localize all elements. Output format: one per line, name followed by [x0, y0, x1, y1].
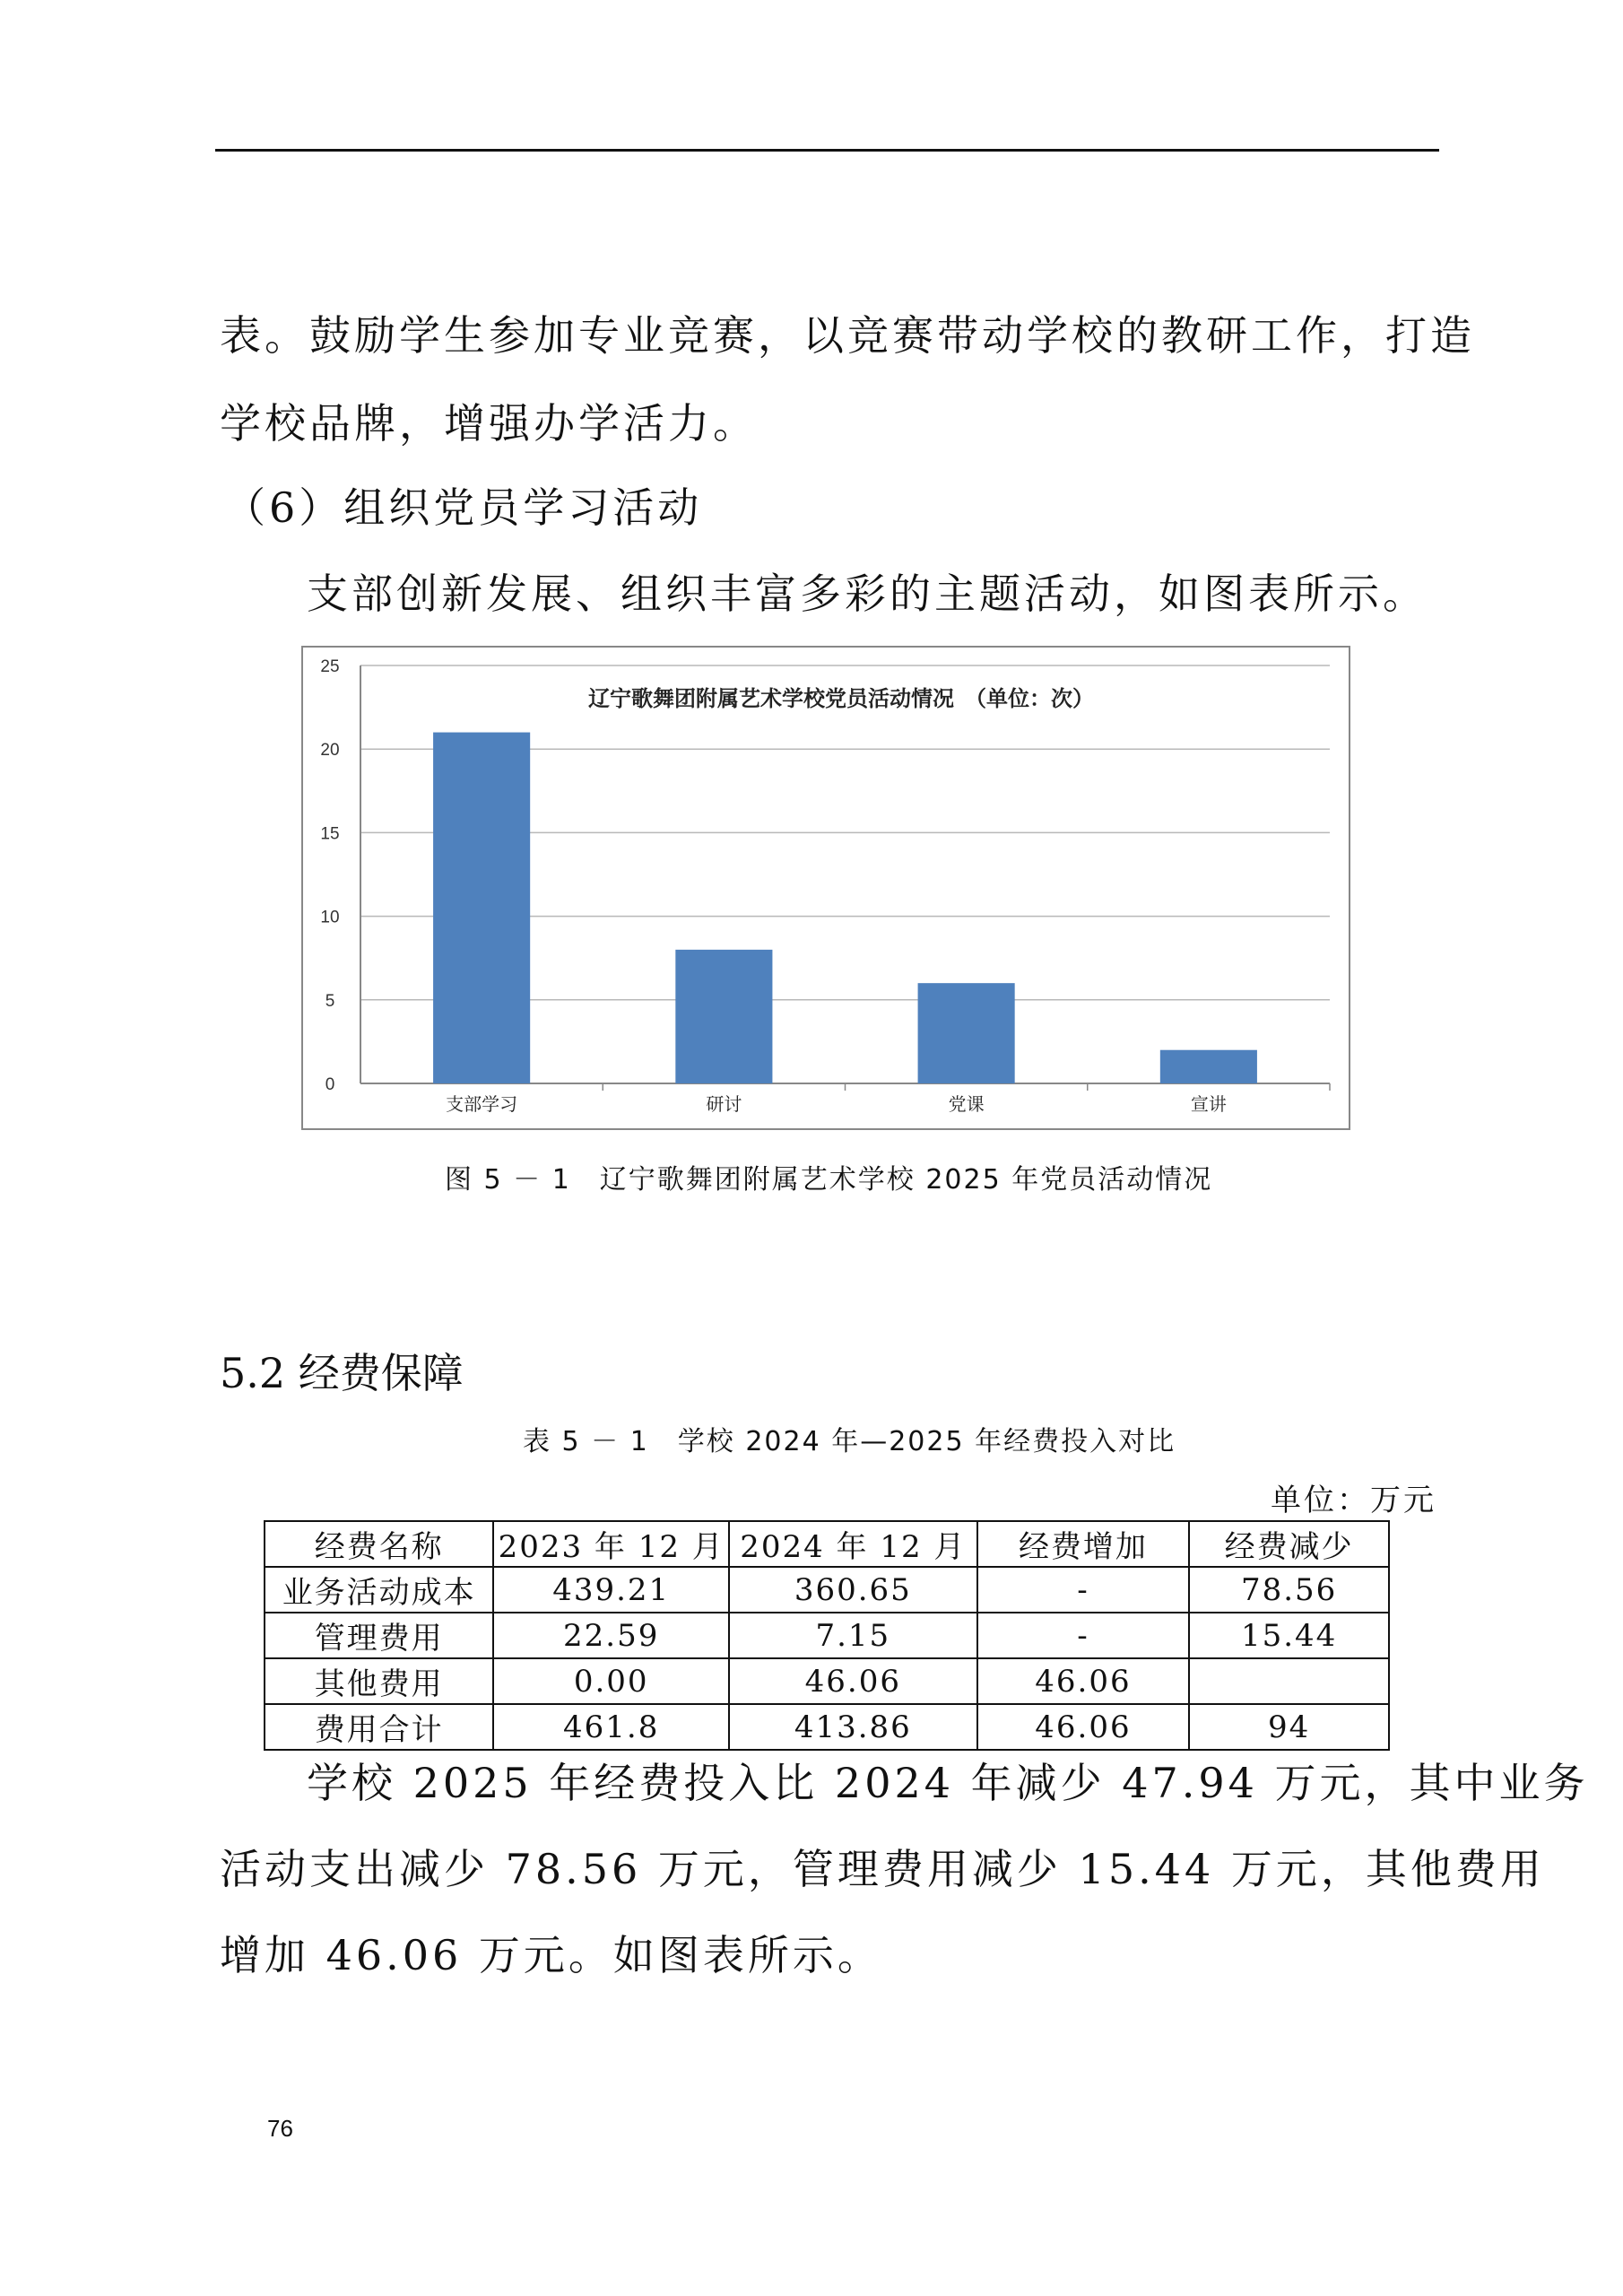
expense-table	[264, 1520, 1390, 1751]
paragraph-line: 表。鼓励学生参加专业竞赛，以竞赛带动学校的教研工作，打造	[220, 311, 1475, 360]
figure-caption: 图 5 － 1 辽宁歌舞团附属艺术学校 2025 年党员活动情况	[445, 1164, 1213, 1196]
table-cell: 7.15	[729, 1613, 977, 1658]
table-header-cell: 2023 年 12 月	[493, 1521, 729, 1567]
table-cell: 46.06	[977, 1658, 1190, 1704]
table-cell: 管理费用	[265, 1613, 493, 1658]
table-caption: 表 5 － 1 学校 2024 年—2025 年经费投入对比	[523, 1426, 1176, 1457]
table-cell: 413.86	[729, 1704, 977, 1750]
bar	[918, 983, 1015, 1083]
x-tick-label: 党课	[948, 1093, 985, 1115]
table-cell: 业务活动成本	[265, 1567, 493, 1613]
y-tick-label: 5	[325, 991, 335, 1011]
y-tick-label: 25	[320, 657, 340, 676]
page-number: 76	[267, 2115, 293, 2142]
table-cell: 78.56	[1189, 1567, 1389, 1613]
x-tick-label: 宣讲	[1190, 1093, 1227, 1115]
paragraph-line: 学校 2025 年经费投入比 2024 年减少 47.94 万元，其中业务	[307, 1759, 1589, 1807]
sub-heading: （6）组织党员学习活动	[224, 483, 703, 532]
table-header-cell: 2024 年 12 月	[729, 1521, 977, 1567]
table-cell: -	[977, 1567, 1190, 1613]
table-cell: 461.8	[493, 1704, 729, 1750]
bar	[675, 950, 772, 1083]
table-row	[265, 1567, 1389, 1613]
table-cell: -	[977, 1613, 1190, 1658]
x-tick-label: 支部学习	[446, 1093, 518, 1115]
table-cell: 94	[1189, 1704, 1389, 1750]
table-cell: 费用合计	[265, 1704, 493, 1750]
table-cell: 0.00	[493, 1658, 729, 1704]
paragraph-line: 活动支出减少 78.56 万元，管理费用减少 15.44 万元，其他费用	[220, 1845, 1545, 1893]
table-cell: 15.44	[1189, 1613, 1389, 1658]
chart-frame	[301, 646, 1350, 1130]
table-cell: 46.06	[729, 1658, 977, 1704]
chart-title: 辽宁歌舞团附属艺术学校党员活动情况 （单位：次）	[588, 686, 1094, 711]
table-header-cell: 经费增加	[977, 1521, 1190, 1567]
section-heading: 5.2 经费保障	[220, 1349, 464, 1397]
table-cell	[1189, 1658, 1389, 1704]
table-header-cell: 经费名称	[265, 1521, 493, 1567]
table-header-cell: 经费减少	[1189, 1521, 1389, 1567]
y-tick-label: 10	[320, 908, 340, 927]
paragraph-line: 支部创新发展、组织丰富多彩的主题活动，如图表所示。	[307, 570, 1428, 618]
header-rule	[215, 149, 1439, 152]
paragraph-line: 学校品牌，增强办学活力。	[220, 399, 758, 448]
paragraph-line: 增加 46.06 万元。如图表所示。	[220, 1931, 882, 1979]
table-row	[265, 1704, 1389, 1750]
y-tick-label: 0	[325, 1075, 335, 1094]
table-cell: 其他费用	[265, 1658, 493, 1704]
table-cell: 22.59	[493, 1613, 729, 1658]
table-unit: 单位：万元	[1271, 1483, 1436, 1518]
bar	[1160, 1050, 1257, 1083]
y-tick-label: 20	[320, 741, 340, 761]
bar	[433, 733, 530, 1083]
table-row	[265, 1613, 1389, 1658]
x-tick-label: 研讨	[706, 1093, 742, 1115]
table-cell: 46.06	[977, 1704, 1190, 1750]
table-cell: 360.65	[729, 1567, 977, 1613]
y-tick-label: 15	[320, 824, 340, 844]
table-cell: 439.21	[493, 1567, 729, 1613]
table-header-row	[265, 1521, 1389, 1567]
bar-chart	[303, 648, 1349, 1128]
table-row	[265, 1658, 1389, 1704]
